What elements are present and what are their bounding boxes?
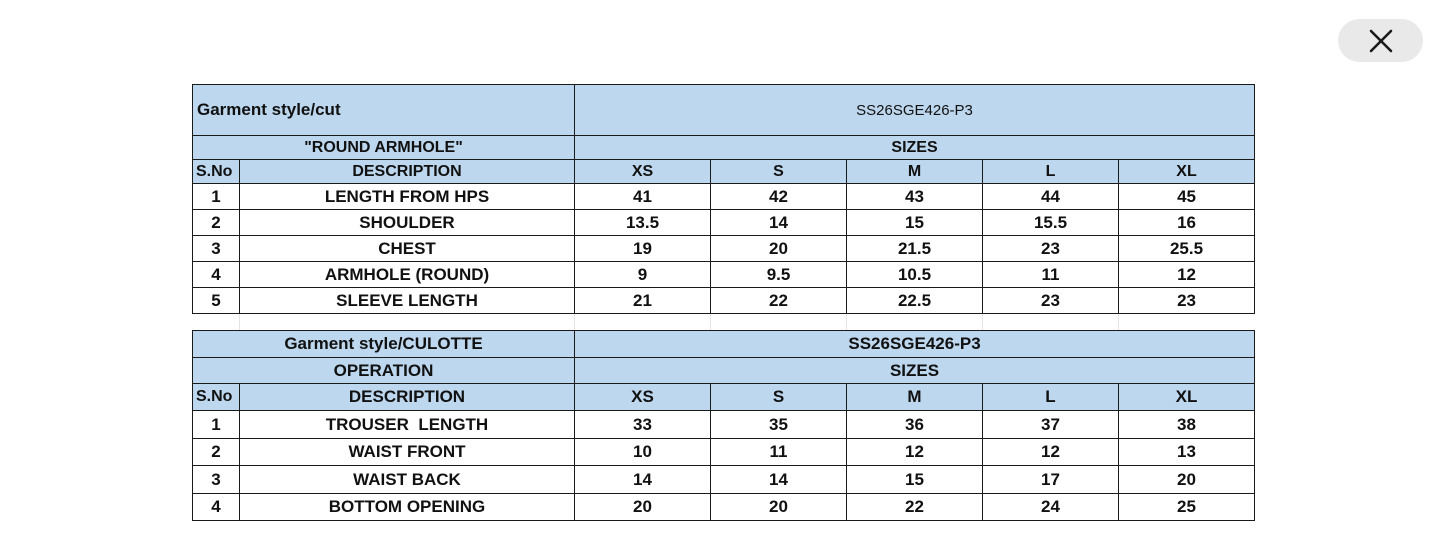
sizes-label: SIZES [575,358,1255,384]
description-header: DESCRIPTION [240,160,575,184]
value-cell: 14 [575,466,711,494]
size-header: XS [575,384,711,411]
value-cell: 20 [1119,466,1255,494]
table-row [193,184,1255,210]
value-cell: 43 [847,184,983,210]
close-button[interactable] [1338,19,1423,62]
value-cell: 11 [983,262,1119,288]
value-cell: 9 [575,262,711,288]
value-cell: 16 [1119,210,1255,236]
table-row [193,411,1255,439]
sno-cell: 3 [193,466,240,494]
size-header: M [847,384,983,411]
size-header: XL [1119,160,1255,184]
value-cell: 20 [711,494,847,521]
sno-cell: 4 [193,262,240,288]
garment-style-label: Garment style/CULOTTE [193,331,575,358]
description-cell: BOTTOM OPENING [240,494,575,521]
value-cell: 12 [1119,262,1255,288]
size-header: XL [1119,384,1255,411]
sno-cell: 4 [193,494,240,521]
value-cell: 23 [1119,288,1255,314]
value-cell: 11 [711,439,847,466]
description-header: DESCRIPTION [240,384,575,411]
value-cell: 44 [983,184,1119,210]
value-cell: 35 [711,411,847,439]
sno-cell: 3 [193,236,240,262]
value-cell: 19 [575,236,711,262]
description-cell: TROUSER LENGTH [240,411,575,439]
size-header: M [847,160,983,184]
value-cell: 41 [575,184,711,210]
table-row [193,494,1255,521]
style-code: SS26SGE426-P3 [575,331,1255,358]
description-cell: WAIST FRONT [240,439,575,466]
value-cell: 33 [575,411,711,439]
value-cell: 13.5 [575,210,711,236]
value-cell: 20 [575,494,711,521]
table-row [193,210,1255,236]
value-cell: 15 [847,466,983,494]
value-cell: 22 [847,494,983,521]
size-header: XS [575,160,711,184]
top-measurement-table [192,84,1255,314]
table-row [193,288,1255,314]
sno-cell: 5 [193,288,240,314]
sno-cell: 1 [193,411,240,439]
table-row [193,236,1255,262]
value-cell: 22 [711,288,847,314]
sno-cell: 1 [193,184,240,210]
bottom-measurement-table [192,330,1255,521]
sno-cell: 2 [193,210,240,236]
measurement-sheet [192,84,1254,521]
value-cell: 13 [1119,439,1255,466]
value-cell: 14 [711,210,847,236]
value-cell: 10 [575,439,711,466]
description-cell: WAIST BACK [240,466,575,494]
value-cell: 15.5 [983,210,1119,236]
sizes-label: SIZES [575,136,1255,160]
value-cell: 12 [847,439,983,466]
value-cell: 25 [1119,494,1255,521]
value-cell: 22.5 [847,288,983,314]
description-cell: ARMHOLE (ROUND) [240,262,575,288]
sub-label: OPERATION [193,358,575,384]
value-cell: 21 [575,288,711,314]
description-cell: SLEEVE LENGTH [240,288,575,314]
value-cell: 36 [847,411,983,439]
size-header: S [711,384,847,411]
value-cell: 10.5 [847,262,983,288]
table-row [193,466,1255,494]
value-cell: 20 [711,236,847,262]
sno-header: S.No [193,160,240,184]
table-gap [192,314,1254,330]
size-header: L [983,384,1119,411]
value-cell: 14 [711,466,847,494]
table-row [193,439,1255,466]
value-cell: 21.5 [847,236,983,262]
value-cell: 23 [983,288,1119,314]
size-header: L [983,160,1119,184]
value-cell: 37 [983,411,1119,439]
sno-cell: 2 [193,439,240,466]
value-cell: 45 [1119,184,1255,210]
close-icon [1369,29,1393,53]
style-code: SS26SGE426-P3 [575,85,1255,136]
value-cell: 17 [983,466,1119,494]
value-cell: 25.5 [1119,236,1255,262]
value-cell: 24 [983,494,1119,521]
value-cell: 23 [983,236,1119,262]
garment-style-label: Garment style/cut [193,85,575,136]
value-cell: 9.5 [711,262,847,288]
description-cell: SHOULDER [240,210,575,236]
value-cell: 15 [847,210,983,236]
sub-label: "ROUND ARMHOLE" [193,136,575,160]
value-cell: 42 [711,184,847,210]
sno-header: S.No [193,384,240,411]
description-cell: CHEST [240,236,575,262]
table-row [193,262,1255,288]
size-header: S [711,160,847,184]
description-cell: LENGTH FROM HPS [240,184,575,210]
value-cell: 12 [983,439,1119,466]
value-cell: 38 [1119,411,1255,439]
